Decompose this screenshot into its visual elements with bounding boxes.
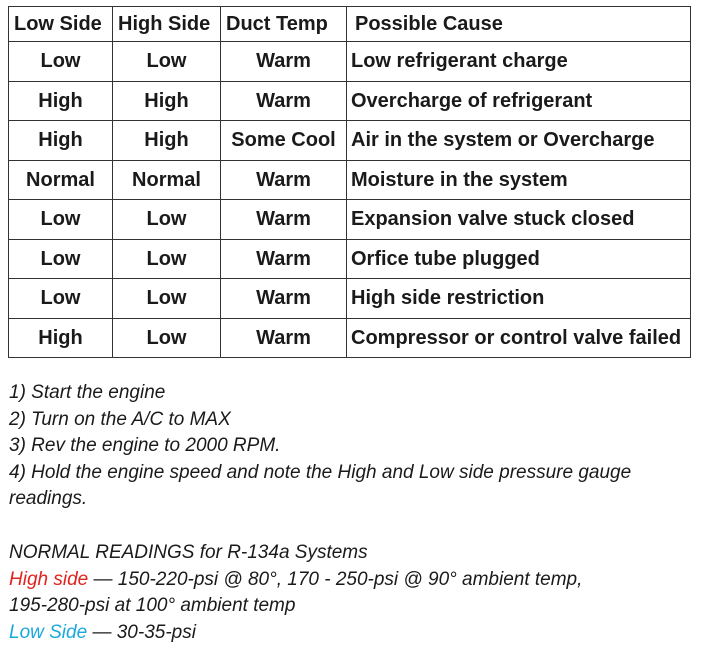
duct-temp-cell: Warm bbox=[221, 279, 347, 319]
step-4: 4) Hold the engine speed and note the High and Low side pressure gauge bbox=[9, 461, 632, 483]
possible-cause-cell: Low refrigerant charge bbox=[347, 42, 691, 82]
table-row bbox=[9, 160, 691, 200]
table-row bbox=[9, 200, 691, 240]
duct-temp-cell: Warm bbox=[221, 81, 347, 121]
possible-cause-cell: Air in the system or Overcharge bbox=[347, 121, 691, 161]
possible-cause-cell: Expansion valve stuck closed bbox=[347, 200, 691, 240]
table-row bbox=[9, 318, 691, 358]
possible-cause-cell: High side restriction bbox=[347, 279, 691, 319]
duct-temp-cell: Warm bbox=[221, 160, 347, 200]
high-side-reading bbox=[9, 567, 714, 594]
low-side-cell: Low bbox=[9, 200, 113, 240]
low-side-cell: High bbox=[9, 121, 113, 161]
duct-temp-cell: Some Cool bbox=[221, 121, 347, 161]
possible-cause-cell: Overcharge of refrigerant bbox=[347, 81, 691, 121]
step-3: 3) Rev the engine to 2000 RPM. bbox=[9, 435, 281, 456]
high-side-values: — 150-220-psi @ 80°, 170 - 250-psi @ 90° ambient temp, bbox=[88, 568, 583, 590]
high-side-reading-continued: 195-280-psi at 100° ambient temp bbox=[9, 595, 296, 616]
low-side-cell: Low bbox=[9, 279, 113, 319]
table-row bbox=[9, 239, 691, 279]
high-side-cell: Normal bbox=[113, 160, 221, 200]
step-4-continued: readings. bbox=[9, 488, 88, 509]
table-row bbox=[9, 121, 691, 161]
high-side-cell: High bbox=[113, 81, 221, 121]
step-2: 2) Turn on the A/C to MAX bbox=[9, 408, 231, 430]
table-header-row bbox=[9, 7, 691, 42]
duct-temp-cell: Warm bbox=[221, 42, 347, 82]
duct-temp-cell: Warm bbox=[221, 239, 347, 279]
table-row bbox=[9, 81, 691, 121]
possible-cause-cell: Orfice tube plugged bbox=[347, 239, 691, 279]
duct-temp-cell: Warm bbox=[221, 200, 347, 240]
header-high-side: High Side bbox=[113, 7, 221, 42]
test-procedure-steps bbox=[9, 380, 709, 513]
possible-cause-cell: Moisture in the system bbox=[347, 160, 691, 200]
possible-cause-cell: Compressor or control valve failed bbox=[347, 318, 691, 358]
high-side-cell: High bbox=[113, 121, 221, 161]
normal-readings bbox=[9, 540, 714, 646]
high-side-cell: Low bbox=[113, 42, 221, 82]
high-side-label: High side bbox=[9, 568, 89, 590]
low-side-cell: High bbox=[9, 81, 113, 121]
low-side-cell: Normal bbox=[9, 160, 113, 200]
high-side-cell: Low bbox=[113, 279, 221, 319]
high-side-cell: Low bbox=[113, 200, 221, 240]
high-side-cell: Low bbox=[113, 239, 221, 279]
header-possible-cause: Possible Cause bbox=[347, 7, 691, 42]
low-side-values: — 30-35-psi bbox=[87, 621, 196, 643]
low-side-label: Low Side bbox=[9, 621, 88, 643]
low-side-cell: Low bbox=[9, 42, 113, 82]
low-side-cell: Low bbox=[9, 239, 113, 279]
table-row bbox=[9, 42, 691, 82]
high-side-cell: Low bbox=[113, 318, 221, 358]
header-duct-temp: Duct Temp bbox=[221, 7, 347, 42]
normal-readings-heading: NORMAL READINGS for R-134a Systems bbox=[9, 542, 368, 563]
low-side-reading bbox=[9, 620, 714, 647]
diagnosis-table bbox=[8, 6, 691, 358]
duct-temp-cell: Warm bbox=[221, 318, 347, 358]
header-low-side: Low Side bbox=[9, 7, 113, 42]
table-row bbox=[9, 279, 691, 319]
low-side-cell: High bbox=[9, 318, 113, 358]
step-1: 1) Start the engine bbox=[9, 382, 166, 403]
